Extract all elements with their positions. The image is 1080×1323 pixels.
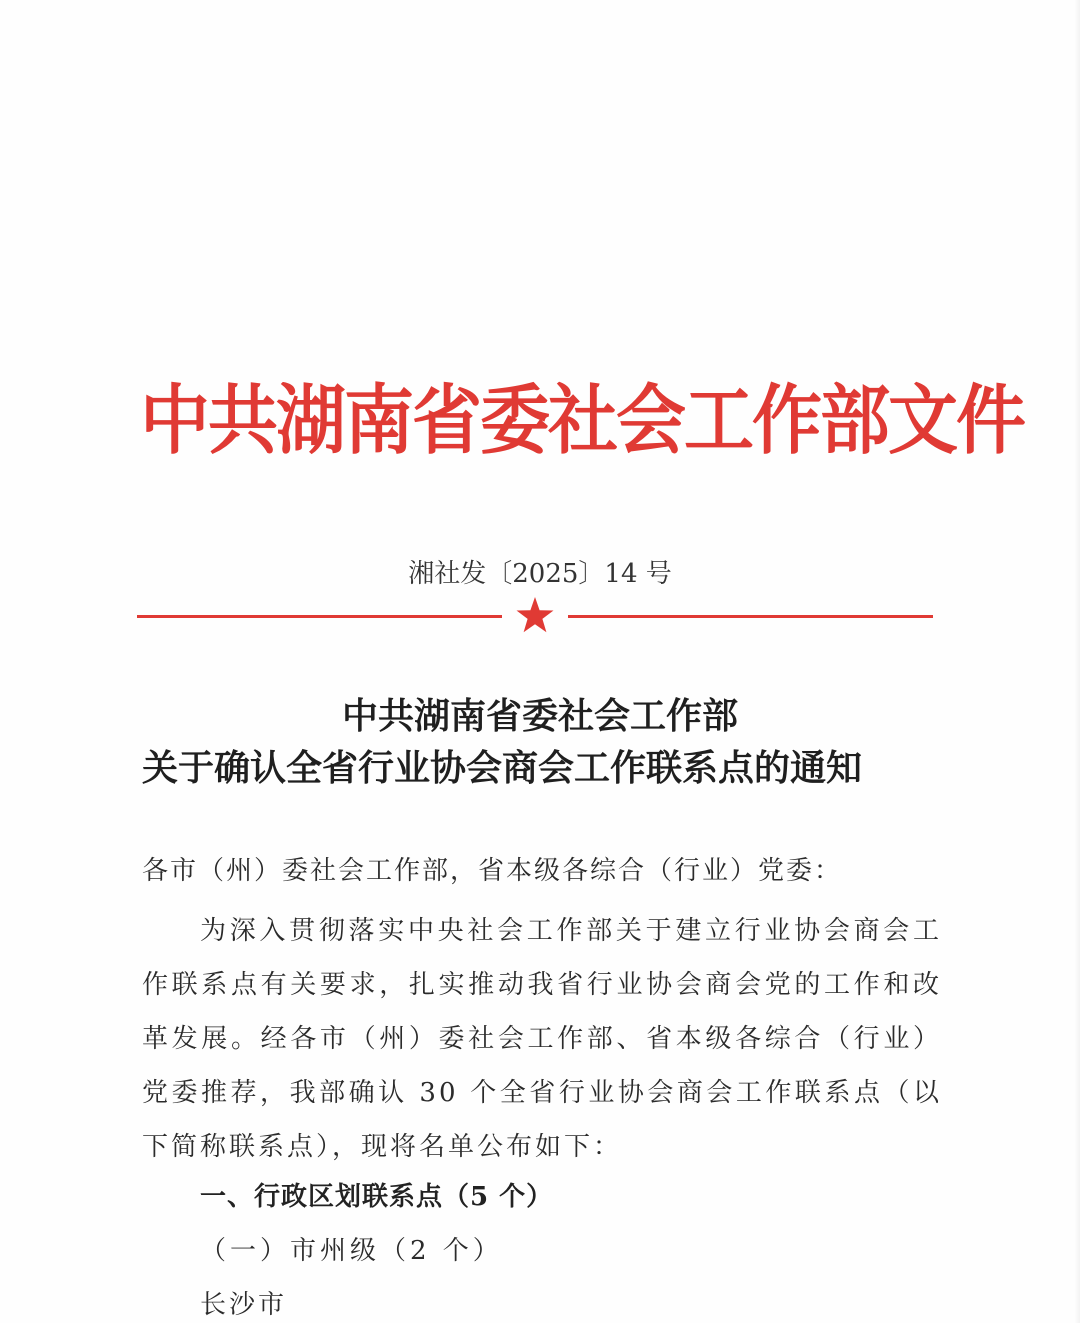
notice-title-line-2: 关于确认全省行业协会商会工作联系点的通知 (142, 747, 863, 789)
list-item-city: 长沙市 (200, 1290, 288, 1320)
salutation: 各市（州）委社会工作部，省本级各综合（行业）党委： (142, 856, 843, 886)
scan-edge-shadow (1074, 0, 1080, 1323)
document-number: 湘社发〔2025〕14 号 (408, 559, 672, 589)
notice-title-line-1: 中共湖南省委社会工作部 (341, 695, 738, 737)
subsection-heading-1: （一）市州级（2 个） (200, 1236, 503, 1266)
red-rule-right (568, 615, 933, 618)
document-masthead: 中共湖南省委社会工作部文件 (140, 375, 1024, 465)
red-star-icon (514, 594, 556, 636)
section-heading-1: 一、行政区划联系点（5 个） (200, 1182, 554, 1212)
red-rule-left (137, 615, 502, 618)
body-paragraph: 为深入贯彻落实中央社会工作部关于建立行业协会商会工作联系点有关要求，扎实推动我省行业协会商会党的工作和改革发展。经各市（州）委社会工作部、省本级各综合（行业）党委推荐，我部确认 30 个全省行业协会商会工作联系点（以下简称联系点），现将名单公布如下： (142, 916, 942, 1162)
